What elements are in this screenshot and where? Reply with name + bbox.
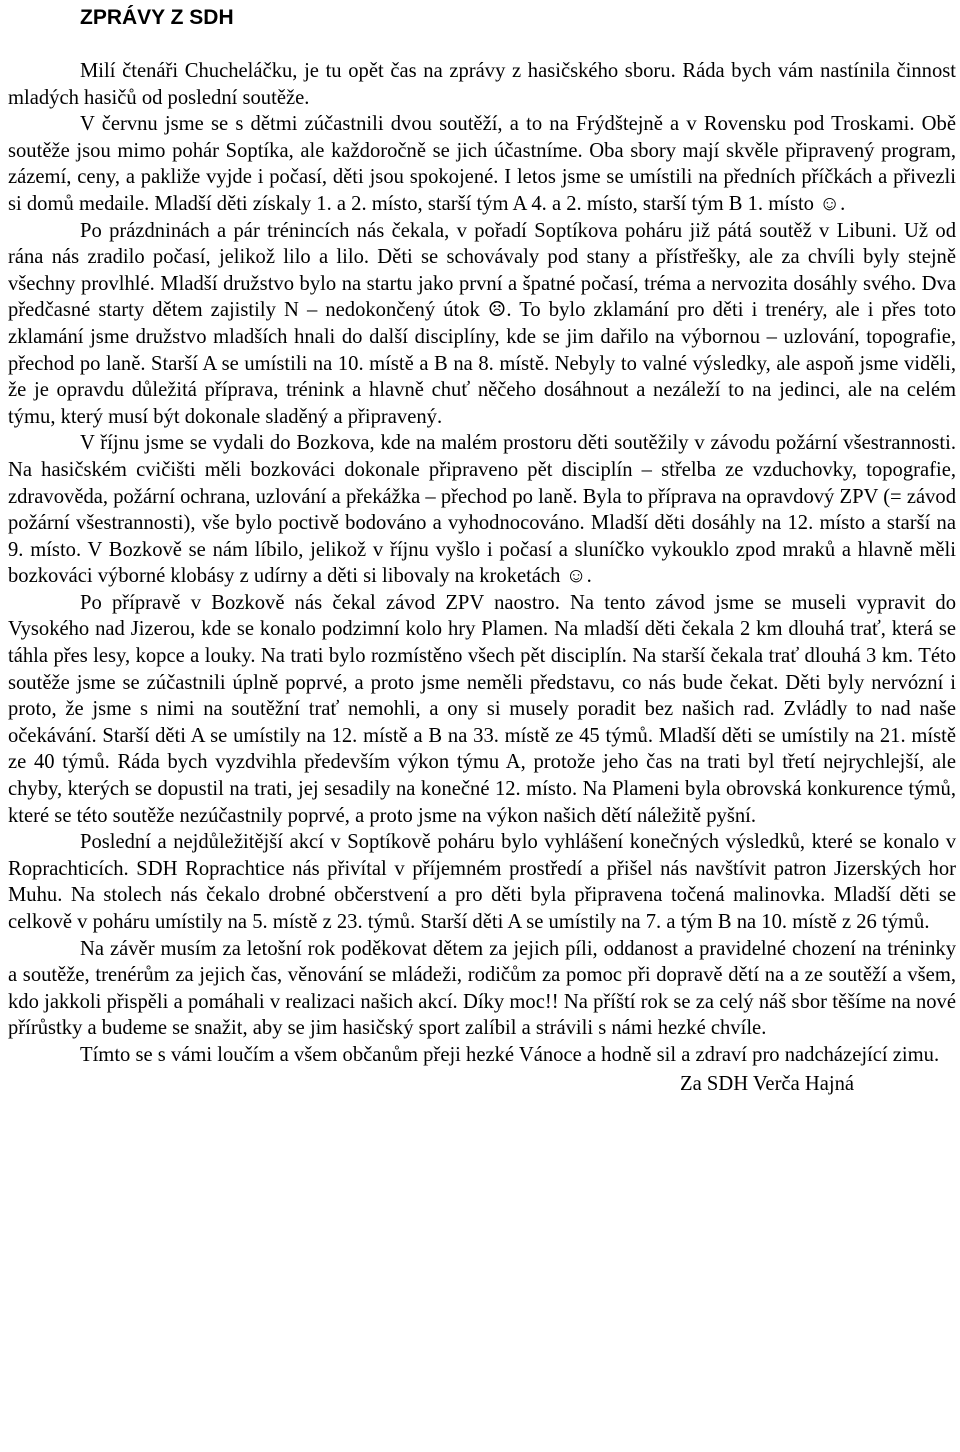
paragraph-farewell: Tímto se s vámi loučím a všem občanům přeji hezké Vánoce a hodně sil a zdraví pro nadcházející zimu.: [80, 1043, 940, 1066]
paragraph-intro: Milí čtenáři Chucheláčku, je tu opět čas na zprávy z hasičského sboru. Ráda bych vám nastínila činnost mladých hasičů od poslední soutěže.: [8, 60, 956, 109]
document-page: [8, 6, 956, 1097]
page-title: ZPRÁVY Z SDH: [80, 6, 234, 29]
paragraph-libun-competition: Po prázdninách a pár trénincích nás čekala, v pořadí Soptíkova poháru již pátá soutěž v Libuni. Už od rána nás zradilo počasí, jelikož lilo a lilo. Děti se schovávaly pod stany a přístřešky, ale za chvíli byly stejně všechny provlhlé. Mladší družstvo bylo na startu jako první a špatné počasí, tréma a nervozita dosáhly svého. Dva předčasné starty dětem zajistily N – nedokončený útok ☹. To bylo zklamání pro děti i trenéry, ale i přes toto zklamání jsme družstvo mladších hnali do další disciplíny, kde se jim dařilo na výbornou – uzlování, topografie, přechod po laně. Starší A se umístili na 10. místě a B na 8. místě. Nebyly to valné výsledky, ale aspoň jsme viděli, že je opravdu důležitá příprava, trénink a hlavně chuť něčeho dosáhnout a nezáleží to na jedinci, ale na celém týmu, který musí být dokonale sladěný a připravený.: [8, 219, 956, 428]
paragraph-bozkov-competition: V říjnu jsme se vydali do Bozkova, kde na malém prostoru děti soutěžily v závodu požární všestrannosti. Na hasičském cvičišti měli bozkováci dokonale připraveno pět disciplín – střelba ze vzduchovky, topografie, zdravověda, požární ochrana, uzlování a překážka – přechod po laně. Byla to příprava na opravdový ZPV (= závod požární všestrannosti), vše bylo poctivě bodováno a vyhodnocováno. Mladší děti dosáhly na 12. místo a starší na 9. místo. V Bozkově se nám líbilo, jelikož v říjnu vyšlo i počasí a sluníčko vykouklo zpod mraků a hlavně měli bozkováci výborné klobásy z udírny a děti si libovaly na kroketách ☺.: [8, 432, 956, 588]
paragraph-zpv-plamen: Po přípravě v Bozkově nás čekal závod ZPV naostro. Na tento závod jsme se museli vypravit do Vysokého nad Jizerou, kde se konalo podzimní kolo hry Plamen. Na mladší děti čekala 2 km dlouhá trať, která se táhla přes lesy, kopce a louky. Na trati bylo rozmístěno všech pět disciplín. Na starší čekala trať dlouhá 3 km. Této soutěže jsme se zúčastnili úplně poprvé, a proto jsme neměli představu, co nás bude čekat. Děti byly nervózní i proto, že jsme s nimi na soutěžní trať nemohli, a ony si musely poradit bez našich rad. Zvládly to nad naše očekávání. Starší děti A se umístily na 12. místě a B na 33. místě ze 45 týmů. Mladší děti se umístily na 21. místě ze 40 týmů. Ráda bych vyzdvihla především výkon týmu A, protože jeho čas na trati byl třetí nejrychlejší, ale chyby, kterých se dopustil na trati, jej sesadily na konečné 12. místo. Na Plameni byla obrovská konkurence týmů, které se této soutěže nezúčastnily poprvé, a proto jsme na výkon našich dětí náležitě pyšní.: [8, 591, 956, 827]
paragraph-june-competitions: V červnu jsme se s dětmi zúčastnili dvou soutěží, a to na Frýdštejně a v Rovensku pod Troskami. Obě soutěže jsou mimo pohár Soptíka, ale každoročně se jich účastníme. Oba sbory mají skvěle připravený program, zázemí, ceny, a pakliže vyjde i počasí, děti jsou spokojené. I letos jsme se umístili na předních příčkách a přivezli si domů medaile. Mladší děti získaly 1. a 2. místo, starší tým A 4. a 2. místo, starší tým B 1. místo ☺.: [8, 113, 956, 215]
signature: Za SDH Verča Hajná: [680, 1072, 855, 1095]
paragraph-final-results: Poslední a nejdůležitější akcí v Soptíkově poháru bylo vyhlášení konečných výsledků, které se konalo v Roprachticích. SDH Roprachtice nás přivítal v příjemném prostředí a přišel nás navštívit patron Jizerských hor Muhu. Na stolech nás čekalo drobné občerstvení a pro děti byla připravena točená malinovka. Mladší děti se celkově v poháru umístily na 5. místě z 23. týmů. Starší děti A se umístily na 7. a tým B na 10. místě z 26 týmů.: [8, 831, 956, 933]
paragraph-thanks: Na závěr musím za letošní rok poděkovat dětem za jejich píli, oddanost a pravidelné chození na tréninky a soutěže, trenérům za jejich čas, věnování se mládeži, rodičům za pomoc při dopravě dětí na a ze soutěží a všem, kdo jakkoli přispěli a pomáhali v realizaci našich akcí. Díky moc!! Na příští rok se za celý náš sbor těšíme na nové přírůstky a budeme se snažit, aby se jim hasičský sport zalíbil a strávili s námi hezké chvíle.: [8, 937, 956, 1040]
